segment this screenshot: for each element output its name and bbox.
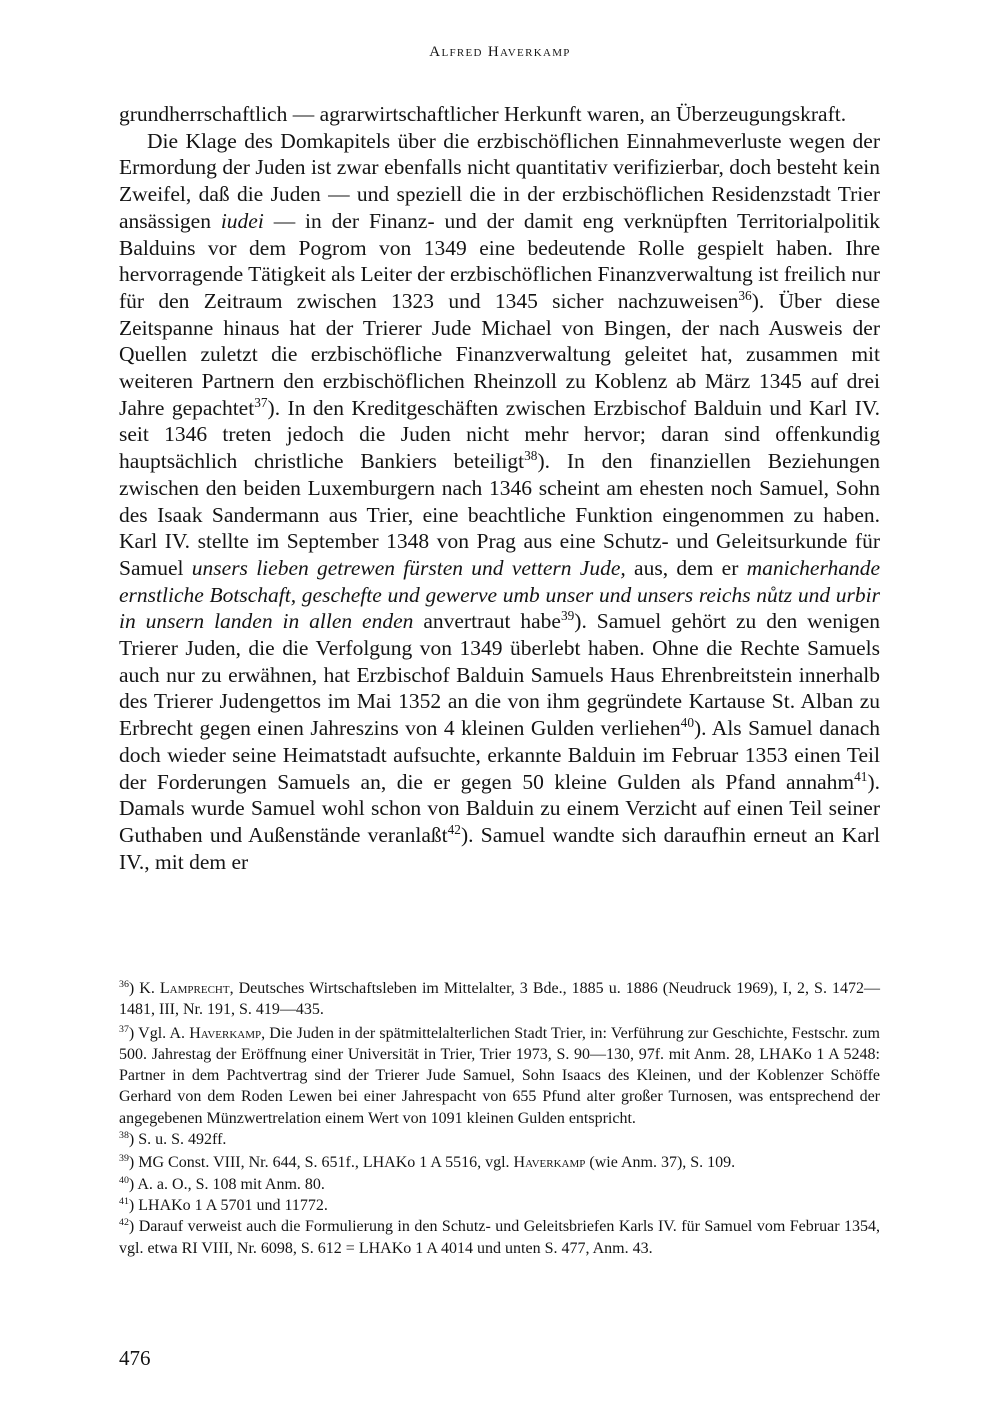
quotation: unsers lieben getrewen fürsten und vettern Jude, bbox=[191, 555, 626, 580]
footnote-ref-41: 41 bbox=[854, 768, 868, 784]
footnote-38: $^{38}$) S. u. S. 492ff. bbox=[119, 1129, 227, 1149]
italic-term: iudei bbox=[220, 208, 264, 233]
main-text bbox=[119, 101, 880, 875]
paragraph-1: grundherrschaftlich — agrarwirtschaftlicher Herkunft waren, an Überzeugungskraft. bbox=[119, 102, 847, 126]
footnote-ref-37: 37 bbox=[254, 394, 268, 410]
footnote-41: $^{41}$) LHAKo 1 A 5701 und 11772. bbox=[119, 1195, 328, 1214]
page-number: 476 bbox=[119, 1346, 151, 1370]
running-head: Alfred Haverkamp bbox=[429, 44, 571, 60]
footnote-39: $^{39}$) MG Const. VIII, Nr. 644, S. 651f., LHAKo 1 A 5516, vgl. Haverkamp (wie Anm. 37), S. 109. bbox=[119, 1153, 736, 1172]
footnote-37: $^{37}$) Vgl. A. Haverkamp, Die Juden in der spätmittelalterlichen Stadt Trier, in: Verführung zur Geschichte, Festschr. zum 500. Jahrestag der Eröffnung einer Universität in Trier, Trier 1973, S. 90—130, 97f. mit Anm. 28, LHAKo 1 A 5248: Partner in dem Pachtvertrag sind der Trierer Jude Samuel, Sohn Isaacs des Kleinen, und der Koblenzer Schöffe Gerhard von dem Roden Lewen bei einer Jahrespacht von 655 Pfund alter großer Turnosen, was entsprechend der angegebenen Münzwertrelation einem Wert von 1091 kleinen Gulden entspricht. bbox=[119, 1023, 881, 1127]
footnote-ref-36: 36 bbox=[738, 287, 752, 303]
paragraph-2: Die Klage des Domkapitels über die erzbischöflichen Einnahmeverluste wegen der Ermordung der Juden ist zwar ebenfalls nicht quantitativ verifizierbar, doch besteht kein Zweifel, daß die Juden — und speziell die in der erzbischöflichen Residenzstadt Trier ansässigen iudei — in der Finanz- und der damit eng verknüpften Territorialpolitik Balduins vor dem Pogrom von 1349 eine bedeutende Rolle gespielt haben. Ihre hervorragende Tätigkeit als Leiter der erzbischöflichen Finanzverwaltung ist freilich nur für den Zeitraum zwischen 1323 und 1345 sicher nachzuweisen$^{36}$). Über diese Zeitspanne hinaus hat der Trierer Jude Michael von Bingen, der nach Ausweis der Quellen zuletzt die erzbischöfliche Finanzverwaltung geleitet hat, zusammen mit weiteren Partnern den erzbischöflichen Rheinzoll zu Koblenz ab März 1345 auf drei Jahre gepachtet$^{37}$). In den Kreditgeschäften zwischen Erzbischof Balduin und Karl IV. seit 1346 treten jedoch die Juden nicht mehr hervor; daran sind offenkundig hauptsächlich christliche Bankiers beteiligt$^{38}$). In den finanziellen Beziehungen zwischen den beiden Luxemburgern nach 1346 scheint am ehesten noch Samuel, Sohn des Isaak Sandermann aus Trier, eine beachtliche Funktion eingenommen zu haben. Karl IV. stellte im September 1348 von Prag aus eine Schutz- und Geleitsurkunde für Samuel unsers lieben getrewen fürsten und vettern Jude, aus, dem er manicherhande ernstliche Botschaft, geschefte und gewerve umb unser und unsers reichs nůtz und urbir in unsern landen in allen enden anvertraut habe$^{39}$). Samuel gehört zu den wenigen Trierer Juden, die die Verfolgung von 1349 überlebt haben. Ohne die Rechte Samuels auch nur zu erwähnen, hat Erzbischof Balduin Samuels Haus Ehrenbreitstein innerhalb des Trierer Judengettos im Mai 1352 an die von ihm gegründete Kartause St. Alban zu Erbrecht gegen einen Jahreszins von 4 kleinen Gulden verliehen$^{40}$). Als Samuel danach doch wieder seine Heimatstadt aufsuchte, erkannte Balduin im Februar 1353 einen Teil der Forderungen Samuels an, die er gegen 50 kleine Gulden als Pfand annahm$^{41}$). Damals wurde Samuel wohl schon von Balduin zu einem Verzicht auf einen Teil seiner Guthaben und Außenstände veranlaßt$^{42}$). Samuel wandte sich daraufhin erneut an Karl IV., mit dem er bbox=[119, 128, 881, 874]
footnote-40: $^{40}$) A. a. O., S. 108 mit Anm. 80. bbox=[119, 1174, 325, 1193]
quotation: manicherhande ernstliche Botschaft, geschefte und gewerve umb unser und unsers reichs nůtz und urbir in unsern landen in allen enden bbox=[119, 555, 880, 634]
footnote-ref-39: 39 bbox=[560, 608, 575, 624]
footnote-ref-40: 40 bbox=[680, 714, 694, 730]
footnote-42: $^{42}$) Darauf verweist auch die Formulierung in den Schutz- und Geleitsbriefen Karls IV. für Samuel vom Februar 1354, vgl. etwa RI VIII, Nr. 6098, S. 612 = LHAKo 1 A 4014 und unten S. 477, Anm. 43. bbox=[119, 1217, 880, 1257]
footnote-36: $^{36}$) K. Lamprecht, Deutsches Wirtschaftsleben im Mittelalter, 3 Bde., 1885 u. 1886 (Neudruck 1969), I, 2, S. 1472—1481, III, Nr. 191, S. 419—435. bbox=[119, 978, 881, 1019]
footnotes bbox=[119, 978, 880, 1259]
footnote-ref-38: 38 bbox=[524, 447, 538, 463]
footnote-ref-42: 42 bbox=[447, 821, 461, 837]
